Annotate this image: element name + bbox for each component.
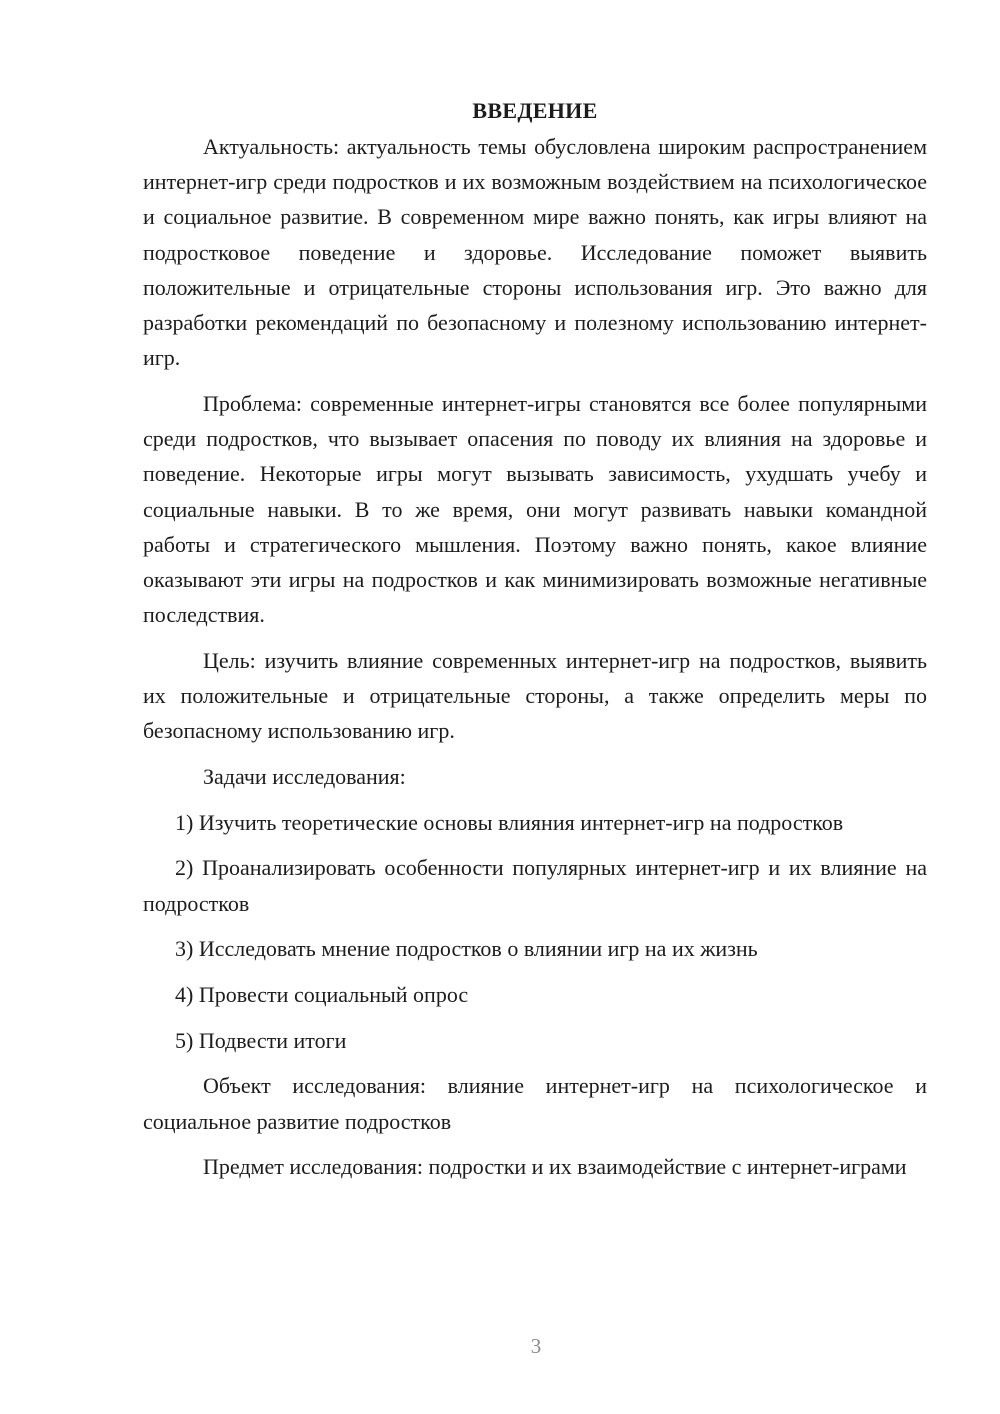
problem-paragraph: Проблема: современные интернет-игры становятся все более популярными среди подростков, что вызывает опасения по поводу их влияния на здоровье и поведение. Некоторые игры могут вызывать зависимость, ухудшать учебу и социальные навыки. В то же время, они могут развивать навыки командной работы и стратегического мышления. Поэтому важно понять, какое влияние оказывают эти игры на подростков и как минимизировать возможные негативные последствия.	[143, 390, 927, 628]
subject-paragraph: Предмет исследования: подростки и их взаимодействие с интернет-играми	[203, 1154, 907, 1180]
task-item-4: 4) Провести социальный опрос	[175, 981, 469, 1007]
relevance-paragraph: Актуальность: актуальность темы обусловлена широким распространением интернет-игр среди подростков и их возможным воздействием на психологическое и социальное развитие. В современном мире важно понять, как игры влияют на подростковое поведение и здоровье. Исследование поможет выявить положительные и отрицательные стороны использования игр. Это важно для разработки рекомендаций по безопасному и полезному использованию интернет-игр.	[143, 134, 927, 371]
task-item-5: 5) Подвести итоги	[175, 1027, 347, 1053]
section-heading: ВВЕДЕНИЕ	[472, 98, 598, 123]
tasks-heading: Задачи исследования:	[203, 763, 406, 789]
task-item-1: 1) Изучить теоретические основы влияния интернет-игр на подростков	[175, 809, 844, 835]
object-paragraph: Объект исследования: влияние интернет-игр на психологическое и социальное развитие подростков	[143, 1073, 927, 1134]
task-item-2: 2) Проанализировать особенности популярных интернет-игр и их влияние на подростков	[143, 855, 927, 916]
document-page	[143, 96, 927, 1195]
goal-paragraph: Цель: изучить влияние современных интернет-игр на подростков, выявить их положительные и отрицательные стороны, а также определить меры по безопасному использованию игр.	[143, 647, 927, 744]
task-item-3: 3) Исследовать мнение подростков о влиянии игр на их жизнь	[175, 936, 758, 962]
page-number: 3	[530, 1334, 542, 1358]
